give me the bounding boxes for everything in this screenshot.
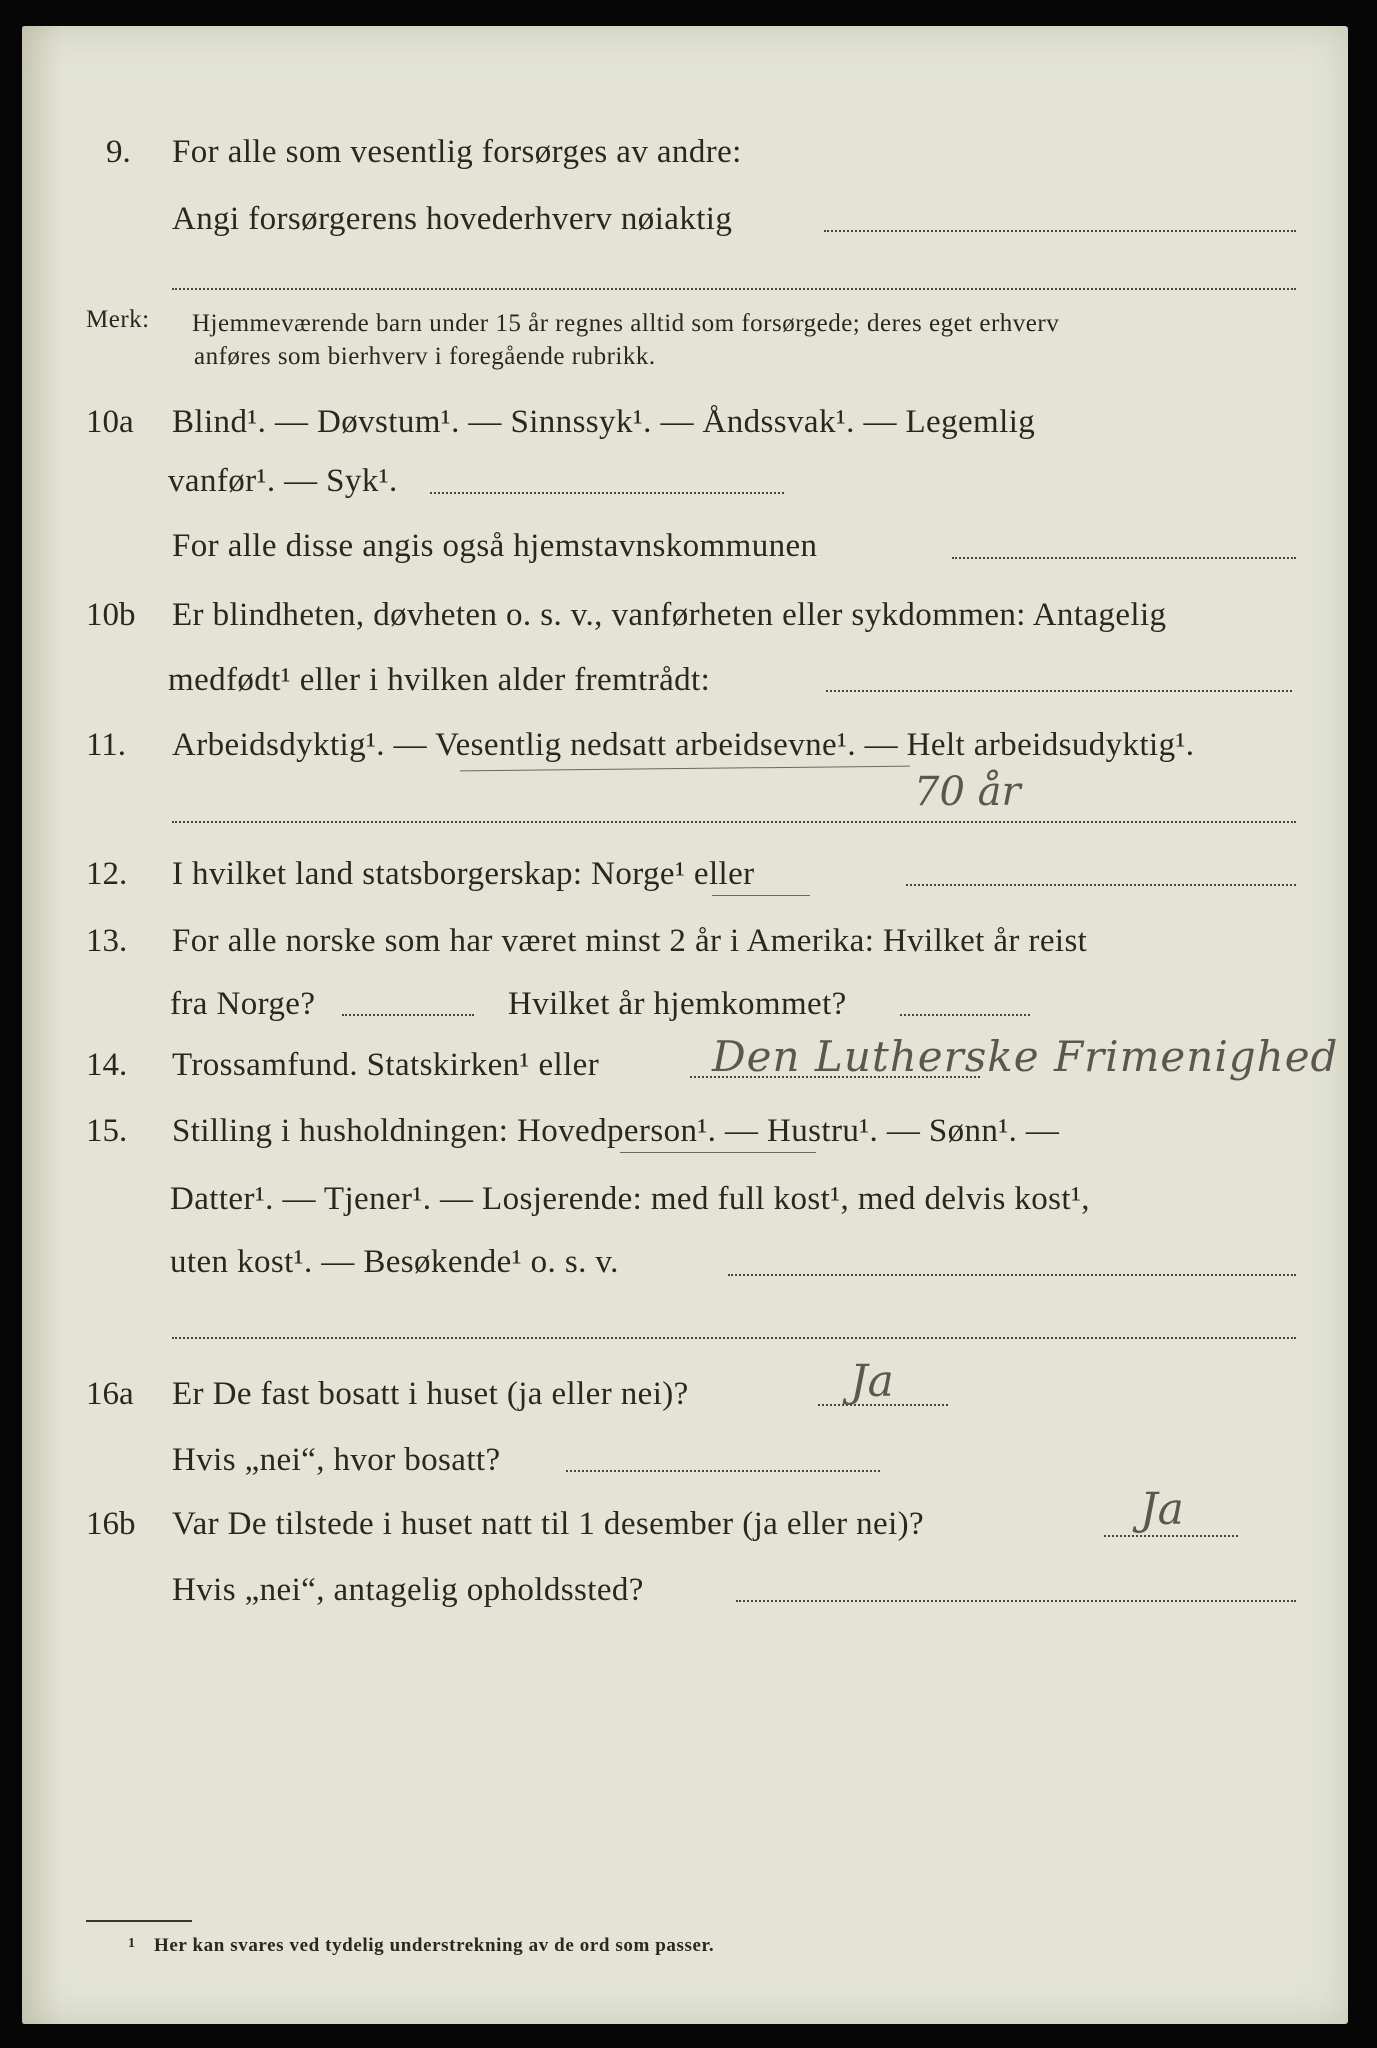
- q16a-handwritten-answer: Ja: [850, 1356, 894, 1407]
- q16b-handwritten-answer: Ja: [1140, 1484, 1184, 1535]
- q10b-number: 10b: [86, 597, 136, 633]
- q15-text-line2: Datter¹. — Tjener¹. — Losjerende: med full kost¹, med delvis kost¹,: [170, 1181, 1090, 1217]
- q16b-text-line2: Hvis „nei“, antagelig opholdssted?: [172, 1572, 644, 1608]
- footnote-mark: 1: [128, 1936, 135, 1951]
- q12-answer-field[interactable]: [906, 884, 1296, 886]
- q15-text-line1: Stilling i husholdningen: Hovedperson¹. — Hustru¹. — Sønn¹. —: [172, 1113, 1060, 1149]
- q9-text-line2: Angi forsørgerens hovederhverv nøiaktig: [172, 201, 733, 237]
- q16b-answer-field[interactable]: [1104, 1535, 1238, 1537]
- q16b-opholdssted-field[interactable]: [736, 1600, 1296, 1602]
- q16b-text-line1: Var De tilstede i huset natt til 1 desember (ja eller nei)?: [172, 1506, 925, 1542]
- q13-text-line2a: fra Norge?: [170, 986, 316, 1022]
- q10a-hjemstavn-field[interactable]: [952, 557, 1296, 559]
- q11-number: 11.: [86, 727, 127, 763]
- q12-number: 12.: [86, 856, 128, 892]
- q10a-text-line3: For alle disse angis også hjemstavnskommunen: [172, 528, 818, 564]
- q16a-bosatt-field[interactable]: [566, 1470, 880, 1472]
- q14-text-line1: Trossamfund. Statskirken¹ eller: [172, 1047, 600, 1083]
- q11-text-line1: Arbeidsdyktig¹. — Vesentlig nedsatt arbeidsevne¹. — Helt arbeidsudyktig¹.: [172, 727, 1195, 763]
- merk-label: Merk:: [86, 306, 150, 333]
- q11-answer-line[interactable]: [172, 821, 1296, 823]
- q16a-text-line1: Er De fast bosatt i huset (ja eller nei)?: [172, 1376, 689, 1412]
- q10b-answer-field[interactable]: [826, 690, 1292, 692]
- q16a-number: 16a: [86, 1376, 134, 1412]
- q9-number: 9.: [106, 134, 131, 170]
- q14-number: 14.: [86, 1047, 128, 1083]
- q13-number: 13.: [86, 923, 128, 959]
- q11-handwritten-answer: 70 år: [914, 769, 1021, 815]
- q12-text-line1: I hvilket land statsborgerskap: Norge¹ eller: [172, 856, 755, 892]
- q15-answer-field[interactable]: [728, 1274, 1296, 1276]
- q13-text-line2b: Hvilket år hjemkommet?: [508, 986, 847, 1022]
- q9-text-line1: For alle som vesentlig forsørges av andre:: [172, 134, 742, 170]
- q15-number: 15.: [86, 1113, 128, 1149]
- q16a-text-line2: Hvis „nei“, hvor bosatt?: [172, 1442, 501, 1478]
- q10a-number: 10a: [86, 404, 134, 440]
- q15-text-line3: uten kost¹. — Besøkende¹ o. s. v.: [170, 1244, 619, 1280]
- q13-text-line1: For alle norske som har været minst 2 år i Amerika: Hvilket år reist: [172, 923, 1088, 959]
- q15-hovedperson-underline: [620, 1152, 816, 1153]
- q9-answer-field[interactable]: [824, 230, 1296, 232]
- merk-text-line2: anføres som bierhverv i foregående rubrikk.: [194, 343, 656, 370]
- q13-reist-field[interactable]: [342, 1014, 474, 1016]
- q13-hjemkommet-field[interactable]: [900, 1014, 1030, 1016]
- q12-norge-underline: [712, 895, 810, 896]
- merk-text-line1: Hjemmeværende barn under 15 år regnes alltid som forsørgede; deres eget erhverv: [192, 310, 1060, 337]
- footnote-rule: [86, 1920, 192, 1922]
- q10b-text-line1: Er blindheten, døvheten o. s. v., vanførheten eller sykdommen: Antagelig: [172, 597, 1167, 633]
- q10a-text-line1: Blind¹. — Døvstum¹. — Sinnssyk¹. — Åndssvak¹. — Legemlig: [172, 404, 1036, 440]
- q15-answer-line2[interactable]: [172, 1337, 1296, 1339]
- q10a-text-line2: vanfør¹. — Syk¹.: [168, 463, 398, 499]
- q10b-text-line2: medfødt¹ eller i hvilken alder fremtrådt:: [168, 662, 711, 698]
- q16b-number: 16b: [86, 1506, 136, 1542]
- q9-answer-line2[interactable]: [172, 288, 1296, 290]
- q10a-syk-field[interactable]: [430, 492, 784, 494]
- q14-handwritten-answer: Den Lutherske Frimenighed: [712, 1032, 1339, 1081]
- footnote-text: Her kan svares ved tydelig understrekning av de ord som passer.: [154, 1935, 715, 1956]
